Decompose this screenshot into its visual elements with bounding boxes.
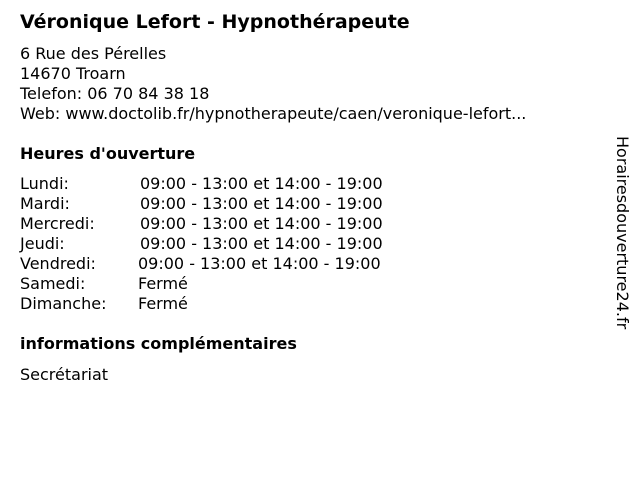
street-address: 6 Rue des Pérelles xyxy=(20,44,167,63)
website-link[interactable]: Web: www.doctolib.fr/hypnotherapeute/caen/veronique-lefort... xyxy=(20,104,527,123)
hours-row-monday xyxy=(20,174,440,194)
day-label: Samedi: xyxy=(20,274,86,293)
day-hours: 09:00 - 13:00 et 14:00 - 19:00 xyxy=(140,194,383,213)
hours-row-saturday xyxy=(20,274,440,294)
day-label: Lundi: xyxy=(20,174,69,193)
opening-hours-table xyxy=(20,174,440,314)
day-label: Vendredi: xyxy=(20,254,96,273)
day-label: Jeudi: xyxy=(20,234,65,253)
opening-hours-heading: Heures d'ouverture xyxy=(20,144,196,163)
day-hours: 09:00 - 13:00 et 14:00 - 19:00 xyxy=(140,174,383,193)
day-label: Mardi: xyxy=(20,194,70,213)
phone-number: Telefon: 06 70 84 38 18 xyxy=(20,84,210,103)
hours-row-sunday xyxy=(20,294,440,314)
day-hours: 09:00 - 13:00 et 14:00 - 19:00 xyxy=(140,234,383,253)
day-hours: 09:00 - 13:00 et 14:00 - 19:00 xyxy=(140,214,383,233)
day-hours: Fermé xyxy=(138,294,188,313)
hours-row-friday xyxy=(20,254,440,274)
additional-info-item: Secrétariat xyxy=(20,365,109,384)
site-watermark: Horairesdouverture24.fr xyxy=(613,136,632,330)
hours-row-tuesday xyxy=(20,194,440,214)
day-hours: Fermé xyxy=(138,274,188,293)
day-hours: 09:00 - 13:00 et 14:00 - 19:00 xyxy=(138,254,381,273)
page-title: Véronique Lefort - Hypnothérapeute xyxy=(20,11,410,33)
hours-row-thursday xyxy=(20,234,440,254)
additional-info-heading: informations complémentaires xyxy=(20,334,297,353)
hours-row-wednesday xyxy=(20,214,440,234)
day-label: Mercredi: xyxy=(20,214,95,233)
day-label: Dimanche: xyxy=(20,294,107,313)
city-postcode: 14670 Troarn xyxy=(20,64,126,83)
contact-block xyxy=(20,44,526,124)
